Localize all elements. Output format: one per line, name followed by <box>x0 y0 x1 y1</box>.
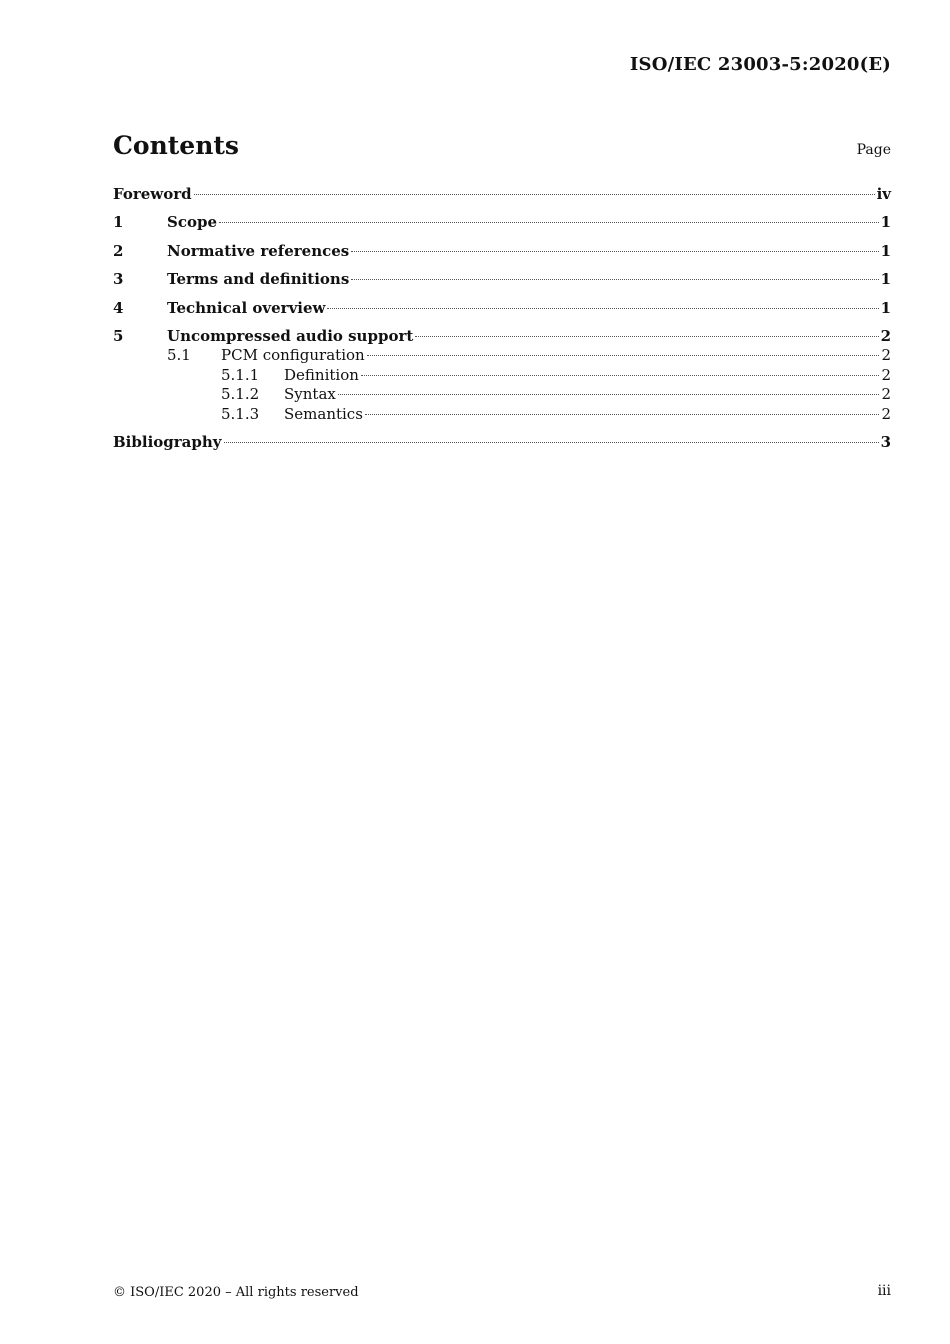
toc-entry-title[interactable]: Terms and definitions <box>167 270 350 288</box>
toc-entry-number: 2 <box>113 241 124 260</box>
toc-entry-page[interactable]: 1 <box>880 270 891 288</box>
toc-entry-page[interactable]: 1 <box>880 241 891 260</box>
dot-leader <box>351 251 878 252</box>
dot-leader <box>194 194 875 195</box>
toc-entry-definition[interactable] <box>113 366 891 386</box>
toc-entry-foreword[interactable] <box>113 185 891 204</box>
toc-entry-uncompressed-audio-support[interactable] <box>113 327 891 346</box>
toc-entry-number: 1 <box>113 213 124 231</box>
contents-heading <box>113 131 891 167</box>
toc-entry-page[interactable]: 2 <box>881 385 891 403</box>
toc-entry-technical-overview[interactable] <box>113 299 891 318</box>
toc-entry-page[interactable]: 2 <box>881 404 891 423</box>
toc-entry-number: 5.1.1 <box>221 365 260 384</box>
toc-entry-number: 5.1.3 <box>221 404 260 423</box>
dot-leader <box>327 308 878 309</box>
toc-entry-title[interactable]: Foreword <box>113 185 192 203</box>
toc-entry-title[interactable]: Normative references <box>167 241 350 260</box>
toc-entry-page[interactable]: 2 <box>880 327 891 345</box>
toc-entry-page[interactable]: 3 <box>880 433 891 451</box>
dot-leader <box>351 279 878 280</box>
toc-entry-title[interactable]: Syntax <box>284 385 336 403</box>
toc-entry-bibliography[interactable] <box>113 433 891 452</box>
toc-entry-page[interactable]: 2 <box>881 346 891 364</box>
toc-entry-page[interactable]: 2 <box>881 365 891 384</box>
toc-entry-title[interactable]: Bibliography <box>113 433 222 451</box>
document-id: ISO/IEC 23003-5:2020(E) <box>629 54 891 75</box>
toc-entry-number: 4 <box>113 298 124 317</box>
dot-leader <box>224 442 879 443</box>
toc-entry-title[interactable]: PCM configuration <box>221 346 365 364</box>
toc-entry-number: 5.1 <box>167 346 191 364</box>
toc-entry-page[interactable]: 1 <box>880 298 891 317</box>
dot-leader <box>338 394 880 395</box>
dot-leader <box>367 355 880 356</box>
toc-entry-terms-and-definitions[interactable] <box>113 270 891 289</box>
toc-entry-scope[interactable] <box>113 213 891 232</box>
dot-leader <box>361 375 880 376</box>
toc-entry-page[interactable]: iv <box>876 185 891 203</box>
toc-entry-title[interactable]: Uncompressed audio support <box>167 327 414 345</box>
toc-entry-syntax[interactable] <box>113 385 891 405</box>
contents-title: Contents <box>113 131 240 160</box>
toc-entry-number: 5.1.2 <box>221 385 260 403</box>
toc-entry-number: 5 <box>113 327 124 345</box>
dot-leader <box>415 336 878 337</box>
toc-entry-title[interactable]: Definition <box>284 365 359 384</box>
copyright-notice: © ISO/IEC 2020 – All rights reserved <box>113 1285 359 1300</box>
toc-entry-title[interactable]: Scope <box>167 213 218 231</box>
page-number: iii <box>877 1283 891 1299</box>
toc-entry-normative-references[interactable] <box>113 242 891 261</box>
toc-entry-title[interactable]: Semantics <box>284 404 363 423</box>
page-column-label: Page <box>856 142 891 158</box>
toc-entry-semantics[interactable] <box>113 405 891 425</box>
table-of-contents <box>113 185 891 452</box>
toc-entry-pcm-configuration[interactable] <box>113 346 891 366</box>
dot-leader <box>219 222 879 223</box>
toc-entry-page[interactable]: 1 <box>880 213 891 231</box>
toc-entry-number: 3 <box>113 270 124 288</box>
toc-entry-title[interactable]: Technical overview <box>167 298 326 317</box>
dot-leader <box>365 414 880 415</box>
